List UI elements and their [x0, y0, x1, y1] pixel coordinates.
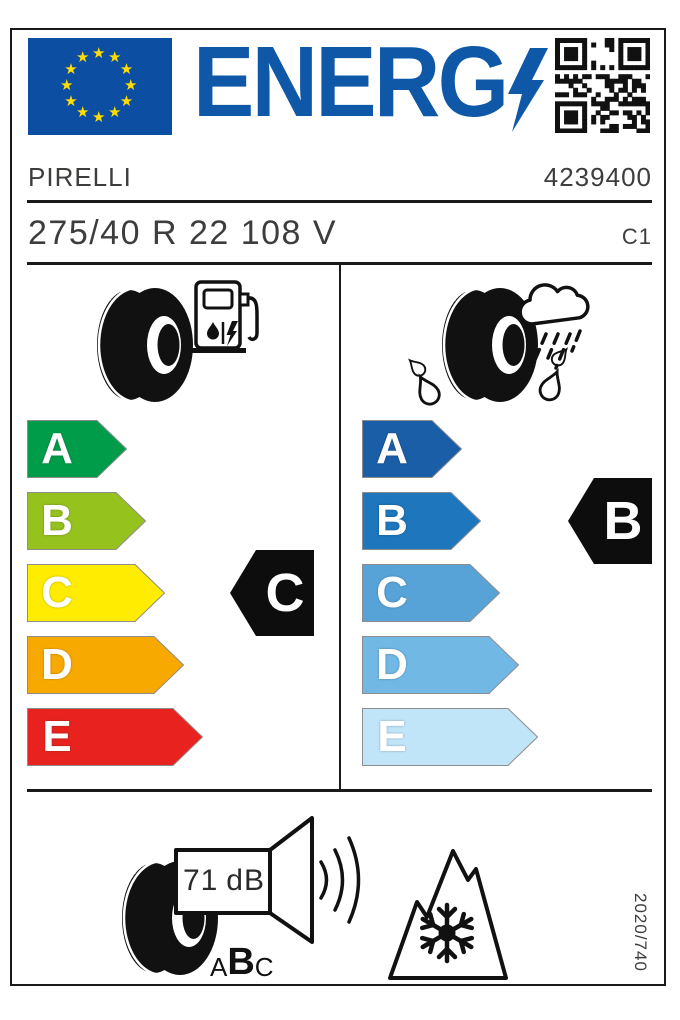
class-letter: C	[41, 568, 73, 617]
class-letter: C	[376, 568, 408, 617]
wet-class-arrow-e	[362, 708, 538, 766]
fuel-class-arrow-d	[27, 636, 184, 694]
eu-star: ★	[76, 104, 90, 122]
fuel-rating-indicator	[230, 550, 314, 636]
fuel-class-arrow-e	[27, 708, 203, 766]
column-divider	[339, 264, 341, 790]
class-letter: A	[41, 424, 73, 473]
qr-code-icon	[555, 38, 650, 133]
lightning-bolt-icon	[506, 48, 548, 132]
eu-star: ★	[108, 48, 122, 66]
eu-star: ★	[119, 92, 134, 110]
article-number: 4239400	[543, 162, 652, 192]
class-letter: A	[376, 424, 408, 473]
eu-star: ★	[64, 92, 78, 110]
wet-class-arrow-a	[362, 420, 462, 478]
noise-class-c: C	[254, 952, 274, 983]
eu-star: ★	[60, 76, 74, 94]
regulation-number: 2020/740	[631, 893, 650, 972]
fuel-class-arrow-a	[27, 420, 127, 478]
energy-wordmark: ENERG	[193, 26, 507, 138]
eu-star: ★	[108, 104, 122, 122]
eu-star: ★	[76, 48, 90, 66]
eu-star: ★	[124, 76, 138, 94]
wet-class-arrow-d	[362, 636, 519, 694]
noise-unit: dB	[226, 864, 265, 897]
fuel-efficiency-icon	[91, 276, 259, 416]
fuel-class-arrow-c	[27, 564, 165, 622]
class-letter: B	[41, 496, 73, 545]
eu-star: ★	[92, 108, 106, 126]
noise-decibels: 71	[183, 864, 219, 897]
class-letter: D	[376, 640, 408, 689]
class-letter: D	[41, 640, 73, 689]
class-letter: E	[42, 712, 72, 761]
wet-class-arrow-b	[362, 492, 481, 550]
noise-class-a: A	[210, 952, 228, 983]
class-letter: E	[377, 712, 407, 761]
class-letter: B	[376, 496, 408, 545]
noise-class-b: B	[227, 940, 255, 983]
separator-line	[27, 200, 652, 203]
wet-rating-indicator	[568, 478, 652, 564]
eu-star: ★	[119, 60, 134, 78]
eu-star: ★	[64, 60, 78, 78]
brand-name: PIRELLI	[28, 162, 132, 192]
rating-letter: B	[603, 491, 643, 551]
noise-class-scale	[210, 936, 274, 983]
tyre-class: C1	[621, 224, 652, 249]
wet-grip-icon	[408, 276, 608, 416]
noise-value	[183, 864, 265, 898]
snow-grip-icon	[382, 843, 514, 985]
tyre-size-designation: 275/40 R 22 108 V	[28, 214, 338, 252]
eu-flag-icon	[28, 38, 172, 135]
rating-letter: C	[265, 563, 305, 623]
separator-line	[27, 789, 652, 792]
fuel-class-arrow-b	[27, 492, 146, 550]
eu-star: ★	[92, 44, 106, 62]
wet-class-arrow-c	[362, 564, 500, 622]
